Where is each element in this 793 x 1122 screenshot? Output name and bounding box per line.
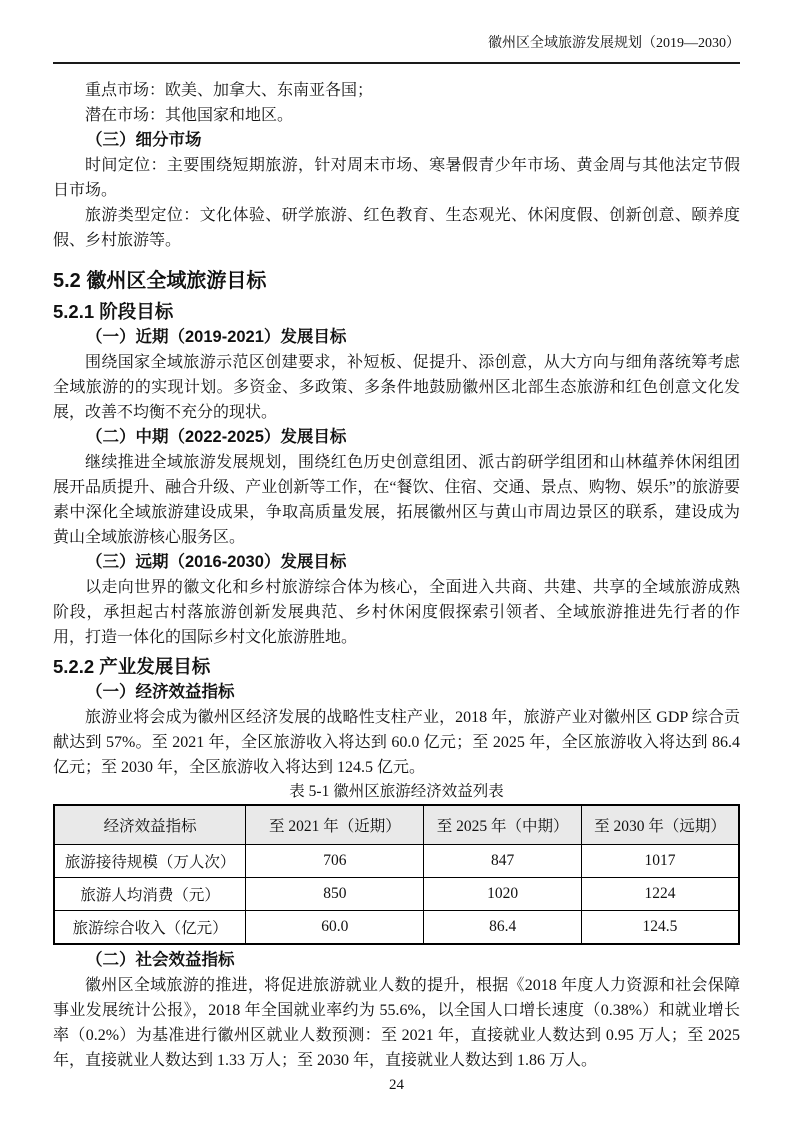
cell-value: 1224 bbox=[581, 878, 739, 911]
table-row-comprehensive-income bbox=[54, 911, 739, 945]
cell-value: 706 bbox=[246, 845, 424, 878]
header-title: 徽州区全域旅游发展规划（2019—2030） bbox=[488, 36, 740, 51]
page-number: 24 bbox=[389, 1077, 404, 1093]
paragraph-mid-term: 继续推进全域旅游发展规划，围绕红色历史创意组团、派古韵研学组团和山林蕴养休闲组团展开品质提升、融合升级、产业创新等工作，在“餐饮、住宿、交通、景点、购物、娱乐”的旅游要素中深化全域旅游建设成果，争取高质量发展，拓展徽州区与黄山市周边景区的联系，建设成为黄山全域旅游核心服务区。 bbox=[53, 454, 740, 546]
heading-segment-market: （三）细分市场 bbox=[86, 131, 202, 149]
heading-mid-term: （二）中期（2022-2025）发展目标 bbox=[86, 428, 347, 446]
heading-near-term: （一）近期（2019-2021）发展目标 bbox=[86, 328, 347, 346]
paragraph-social-benefit: 徽州区全域旅游的推进，将促进旅游就业人数的提升，根据《2018 年度人力资源和社会保障事业发展统计公报》，2018 年全国就业率约为 55.6%，以全国人口增长速度（0.38%）和就业增长率（0.2%）为基准进行徽州区就业人数预测：至 2021 年，直接就业人数达到 0.95 万人；至 2025 年，直接就业人数达到 1.33 万人；至 2030 年，直接就业人数达到 1.86 万人。 bbox=[53, 977, 740, 1069]
page-content bbox=[53, 78, 740, 1095]
paragraph-far-term: 以走向世界的徽文化和乡村旅游综合体为核心，全面进入共商、共建、共享的全域旅游成熟阶段，承担起古村落旅游创新发展典范、乡村休闲度假探索引领者、全域旅游推进先行者的作用，打造一体化的国际乡村文化旅游胜地。 bbox=[53, 579, 740, 646]
heading-economic-benefit: （一）经济效益指标 bbox=[86, 683, 235, 701]
column-header-2025: 至 2025 年（中期） bbox=[424, 805, 582, 845]
heading-5-2-2: 5.2.2 产业发展目标 bbox=[53, 656, 211, 677]
heading-social-benefit: （二）社会效益指标 bbox=[86, 951, 235, 969]
economic-benefit-table bbox=[53, 804, 740, 945]
table-header-row bbox=[54, 805, 739, 845]
page-header bbox=[53, 34, 740, 64]
cell-value: 1017 bbox=[581, 845, 739, 878]
paragraph-key-market: 重点市场：欧美、加拿大、东南亚各国； bbox=[85, 82, 374, 99]
paragraph-potential-market: 潜在市场：其他国家和地区。 bbox=[85, 107, 294, 124]
cell-value: 1020 bbox=[424, 878, 582, 911]
row-label: 旅游综合收入（亿元） bbox=[54, 911, 246, 945]
column-header-indicator: 经济效益指标 bbox=[54, 805, 246, 845]
column-header-2030: 至 2030 年（远期） bbox=[581, 805, 739, 845]
heading-far-term: （三）远期（2016-2030）发展目标 bbox=[86, 553, 347, 571]
paragraph-economic-benefit: 旅游业将会成为徽州区经济发展的战略性支柱产业，2018 年，旅游产业对徽州区 GDP 综合贡献达到 57%。至 2021 年，全区旅游收入将达到 60.0 亿元；至 2025 年，全区旅游收入将达到 86.4 亿元；至 2030 年，全区旅游收入将达到 124.5 亿元。 bbox=[53, 709, 740, 776]
table-row-reception-scale bbox=[54, 845, 739, 878]
paragraph-time-positioning: 时间定位：主要围绕短期旅游，针对周末市场、寒暑假青少年市场、黄金周与其他法定节假日市场。 bbox=[53, 157, 740, 199]
paragraph-near-term: 围绕国家全域旅游示范区创建要求，补短板、促提升、添创意，从大方向与细角落统筹考虑全域旅游的的实现计划。多资金、多政策、多条件地鼓励徽州区北部生态旅游和红色创意文化发展，改善不均衡不充分的现状。 bbox=[53, 354, 740, 421]
cell-value: 60.0 bbox=[246, 911, 424, 945]
row-label: 旅游人均消费（元） bbox=[54, 878, 246, 911]
table-row-per-capita-consumption bbox=[54, 878, 739, 911]
cell-value: 86.4 bbox=[424, 911, 582, 945]
cell-value: 124.5 bbox=[581, 911, 739, 945]
cell-value: 850 bbox=[246, 878, 424, 911]
column-header-2021: 至 2021 年（近期） bbox=[246, 805, 424, 845]
table-caption: 表 5-1 徽州区旅游经济效益列表 bbox=[289, 783, 504, 800]
heading-5-2-1: 5.2.1 阶段目标 bbox=[53, 301, 174, 322]
row-label: 旅游接待规模（万人次） bbox=[54, 845, 246, 878]
cell-value: 847 bbox=[424, 845, 582, 878]
paragraph-tourism-type: 旅游类型定位：文化体验、研学旅游、红色教育、生态观光、休闲度假、创新创意、颐养度假、乡村旅游等。 bbox=[53, 207, 740, 249]
heading-5-2: 5.2 徽州区全域旅游目标 bbox=[53, 270, 267, 292]
